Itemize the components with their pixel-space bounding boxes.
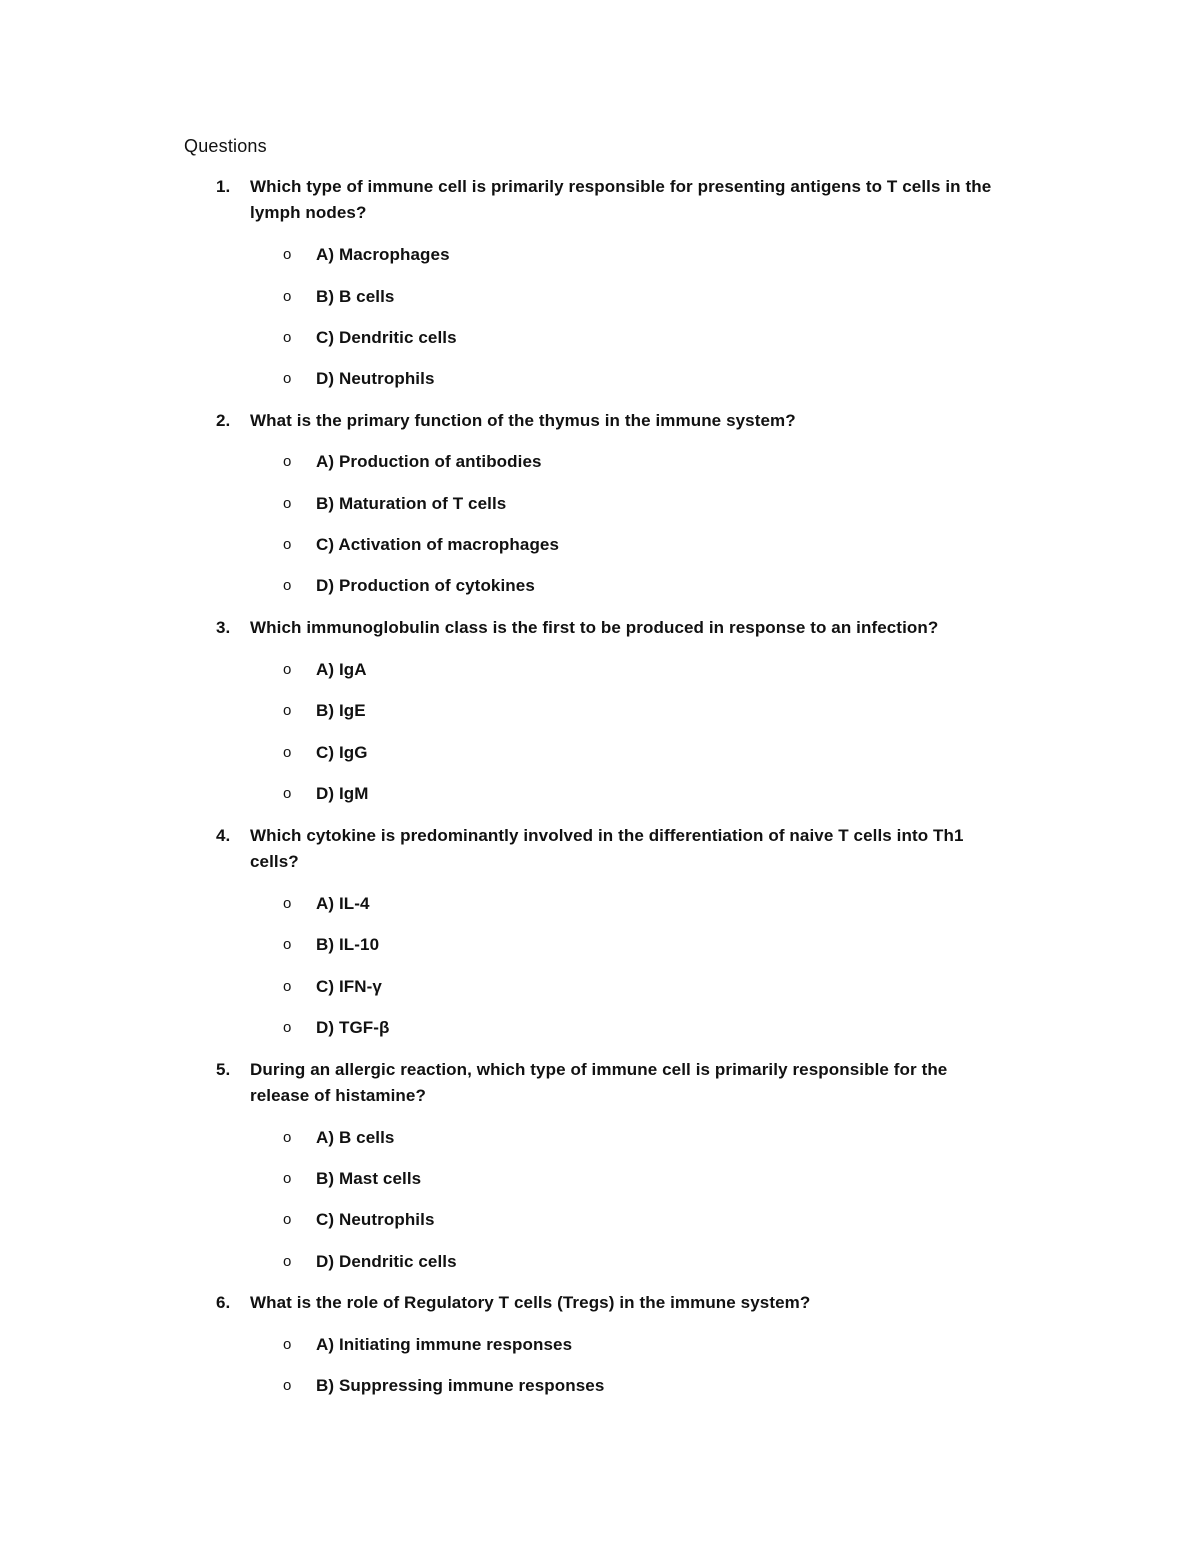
option-bullet: o	[283, 1170, 292, 1187]
option-bullet: o	[283, 785, 292, 802]
question-number: 4.	[216, 826, 231, 845]
question-5-option-d	[0, 1249, 1200, 1275]
question-text: Which cytokine is predominantly involved in the differentiation of naive T cells into Th1 cells?	[250, 826, 964, 871]
option-bullet: o	[283, 1129, 292, 1146]
question-number: 1.	[216, 177, 231, 196]
option-bullet: o	[283, 288, 292, 305]
question-4-option-a	[0, 891, 1200, 917]
option-text: A) IgA	[316, 660, 367, 679]
option-bullet: o	[283, 1377, 292, 1394]
question-3-option-b	[0, 698, 1200, 724]
option-text: C) Activation of macrophages	[316, 535, 560, 554]
question-2-option-d	[0, 573, 1200, 599]
option-text: A) Production of antibodies	[316, 452, 542, 471]
question-number: 5.	[216, 1060, 231, 1079]
option-text: D) TGF-β	[316, 1018, 390, 1037]
question-3-option-a	[0, 657, 1200, 683]
question-text: What is the role of Regulatory T cells (Tregs) in the immune system?	[250, 1293, 811, 1312]
question-text: During an allergic reaction, which type of immune cell is primarily responsible for the release of histamine?	[250, 1060, 948, 1105]
option-bullet: o	[283, 702, 292, 719]
option-text: B) IgE	[316, 701, 366, 720]
question-1-option-d	[0, 366, 1200, 392]
option-text: C) Neutrophils	[316, 1210, 435, 1229]
option-bullet: o	[283, 329, 292, 346]
option-bullet: o	[283, 744, 292, 761]
question-text: What is the primary function of the thymus in the immune system?	[250, 411, 796, 430]
option-text: A) B cells	[316, 1128, 395, 1147]
option-bullet: o	[283, 895, 292, 912]
question-text: Which immunoglobulin class is the first to be produced in response to an infection?	[250, 618, 939, 637]
question-3-option-c	[0, 740, 1200, 766]
option-text: B) B cells	[316, 287, 395, 306]
option-text: B) Mast cells	[316, 1169, 422, 1188]
question-4-option-b	[0, 932, 1200, 958]
option-bullet: o	[283, 978, 292, 995]
option-bullet: o	[283, 1336, 292, 1353]
question-6-option-a	[0, 1332, 1200, 1358]
option-bullet: o	[283, 495, 292, 512]
question-text: Which type of immune cell is primarily responsible for presenting antigens to T cells in the lymph nodes?	[250, 177, 992, 222]
page-heading: Questions	[184, 136, 267, 156]
question-5-option-b	[0, 1166, 1200, 1192]
option-text: C) IFN-γ	[316, 977, 382, 996]
question-1-option-c	[0, 325, 1200, 351]
option-text: D) Neutrophils	[316, 369, 435, 388]
question-5-option-c	[0, 1207, 1200, 1233]
question-2-option-c	[0, 532, 1200, 558]
option-text: A) Macrophages	[316, 245, 450, 264]
option-text: D) Production of cytokines	[316, 576, 535, 595]
question-6-option-b	[0, 1373, 1200, 1399]
option-text: C) Dendritic cells	[316, 328, 457, 347]
option-text: B) Suppressing immune responses	[316, 1376, 605, 1395]
option-bullet: o	[283, 1019, 292, 1036]
question-5-option-a	[0, 1125, 1200, 1151]
question-4-option-c	[0, 974, 1200, 1000]
question-3-option-d	[0, 781, 1200, 807]
option-text: B) IL-10	[316, 935, 380, 954]
option-bullet: o	[283, 1253, 292, 1270]
option-bullet: o	[283, 577, 292, 594]
option-bullet: o	[283, 1211, 292, 1228]
option-text: B) Maturation of T cells	[316, 494, 507, 513]
question-1-option-b	[0, 284, 1200, 310]
option-text: C) IgG	[316, 743, 368, 762]
option-text: D) IgM	[316, 784, 369, 803]
question-2-option-a	[0, 449, 1200, 475]
question-number: 3.	[216, 618, 231, 637]
option-bullet: o	[283, 246, 292, 263]
question-number: 2.	[216, 411, 231, 430]
option-text: D) Dendritic cells	[316, 1252, 457, 1271]
question-4-option-d	[0, 1015, 1200, 1041]
question-number: 6.	[216, 1293, 231, 1312]
option-bullet: o	[283, 536, 292, 553]
option-bullet: o	[283, 661, 292, 678]
option-text: A) Initiating immune responses	[316, 1335, 573, 1354]
option-bullet: o	[283, 453, 292, 470]
question-2-option-b	[0, 491, 1200, 517]
question-1-option-a	[0, 242, 1200, 268]
option-text: A) IL-4	[316, 894, 370, 913]
option-bullet: o	[283, 370, 292, 387]
option-bullet: o	[283, 936, 292, 953]
